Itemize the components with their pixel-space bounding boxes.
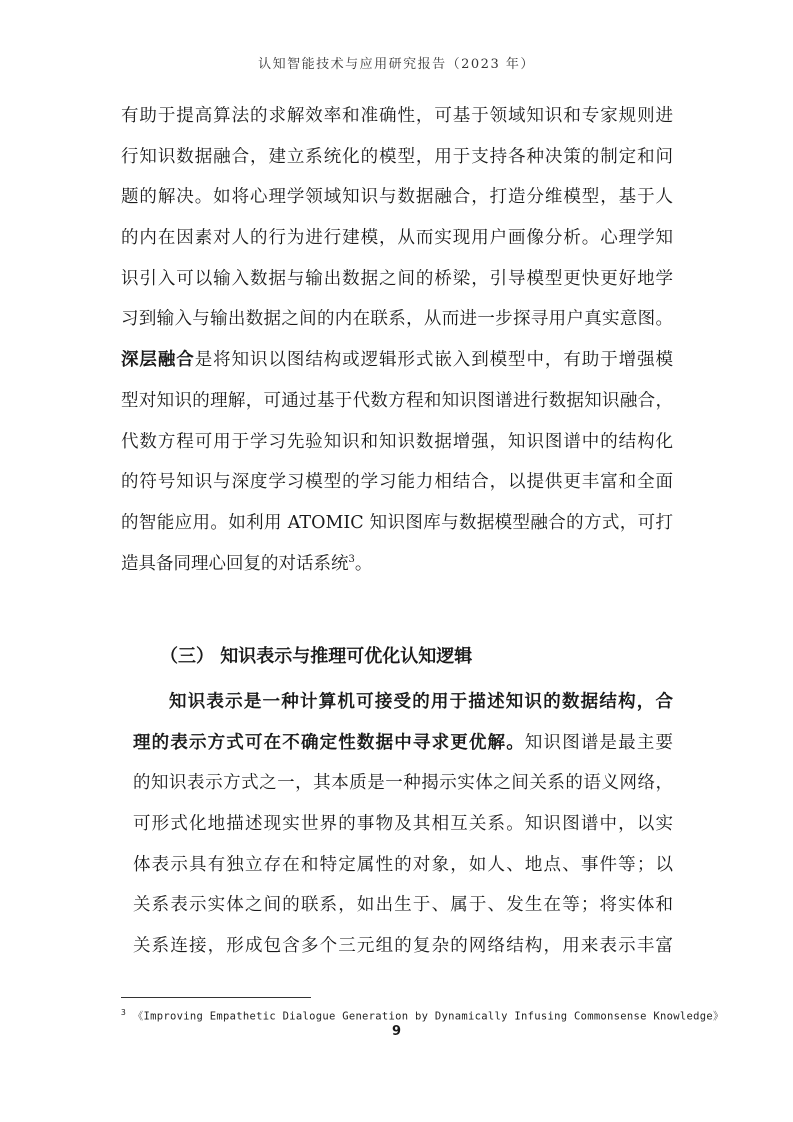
text-line: 题的解决。如将心理学领域知识与数据融合，打造分维模型，基于人 [121,187,673,208]
text-line: 造具备同理心回复的对话系统$^3$。 [121,553,373,574]
text-line: 深层融合是将知识以图结构或逻辑形式嵌入到模型中，有助于增强模 [121,350,673,371]
page-number: 9 [391,1024,402,1039]
text-line: 的知识表示方式之一，其本质是一种揭示实体之间关系的语义网络， [133,773,673,794]
text-line: 知识表示是一种计算机可接受的用于描述知识的数据结构，合 [169,692,673,712]
footnote [121,1008,724,1024]
text-line: 代数方程可用于学习先验知识和知识数据增强，知识图谱中的结构化 [121,431,673,452]
text-line: 体表示具有独立存在和特定属性的对象，如人、地点、事件等；以 [133,854,673,875]
text-line: 识引入可以输入数据与输出数据之间的桥梁，引导模型更快更好地学 [121,268,673,289]
deep-fusion-term: 深层融合 [121,350,195,371]
running-header: 认知智能技术与应用研究报告（2023 年） [258,57,535,72]
text-line: 可形式化地描述现实世界的事物及其相互关系。知识图谱中，以实 [133,814,673,835]
footnote-text: 《Improving Empathetic Dialogue Generation by Dynamically Infusing Commonsense Knowledge》 [132,1010,724,1023]
text-line: 行知识数据融合，建立系统化的模型，用于支持各种决策的制定和问 [121,146,673,167]
footnote-divider [121,997,311,998]
text-line: 关系表示实体之间的联系，如出生于、属于、发生在等；将实体和 [133,895,673,916]
body-paragraph-2 [133,682,673,967]
text-line: 的智能应用。如利用 ATOMIC 知识图库与数据模型融合的方式，可打 [121,512,673,533]
text-line: 有助于提高算法的求解效率和准确性，可基于领域知识和专家规则进 [121,106,673,126]
text-line: 关系连接，形成包含多个三元组的复杂的网络结构，用来表示丰富 [133,936,673,957]
text-line: 型对知识的理解，可通过基于代数方程和知识图谱进行数据知识融合， [121,390,673,411]
text-line: 的符号知识与深度学习模型的学习能力相结合，以提供更丰富和全面 [121,472,673,493]
text-line: 的内在因素对人的行为进行建模，从而实现用户画像分析。心理学知 [121,228,673,249]
text-line: 习到输入与输出数据之间的内在联系，从而进一步探寻用户真实意图。 [121,309,673,330]
section-heading: （三） 知识表示与推理可优化认知逻辑 [160,646,473,667]
footnote-reference[interactable]: 3 [348,553,355,565]
body-paragraph-1 [121,96,673,584]
text-line: 理的表示方式可在不确定性数据中寻求更优解。知识图谱是最主要 [133,732,673,753]
footnote-number: 3 [121,1008,127,1017]
